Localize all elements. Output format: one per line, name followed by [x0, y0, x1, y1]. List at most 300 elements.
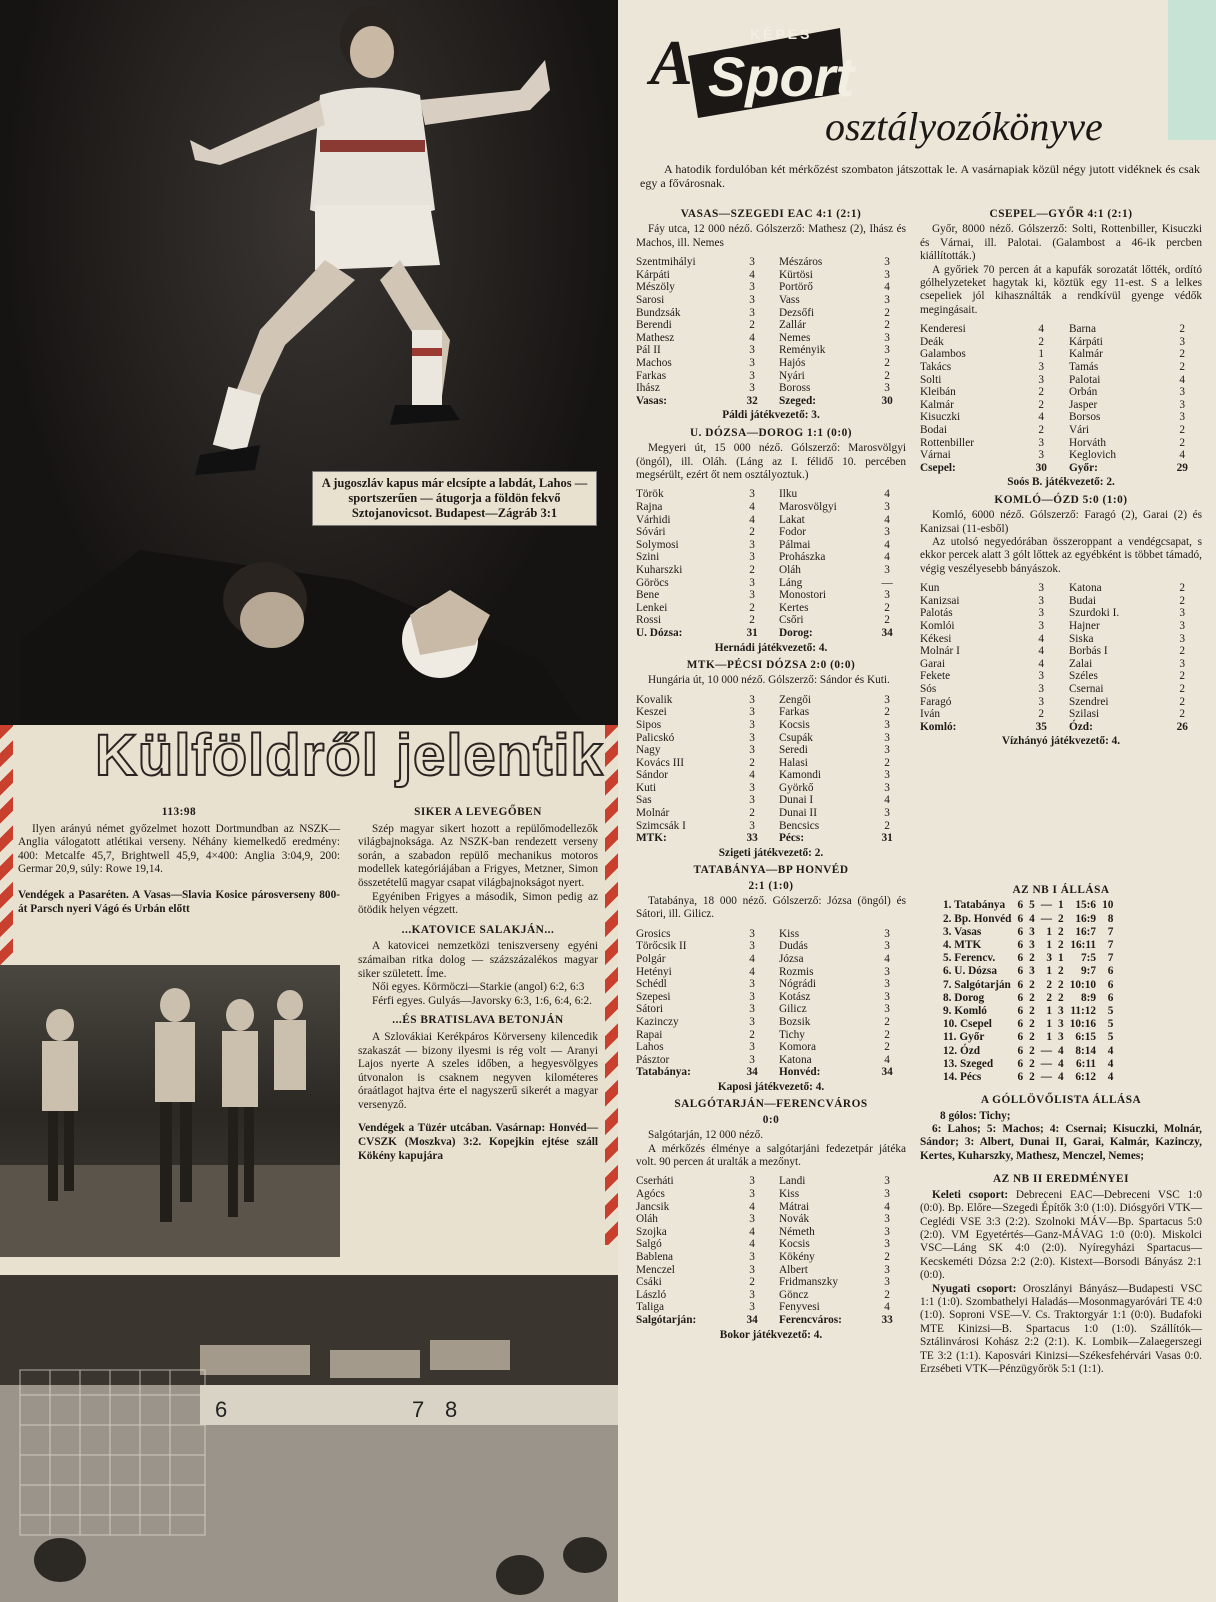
match-title: TATABÁNYA—BP HONVÉD: [693, 864, 849, 877]
player-grade: 2: [1179, 361, 1186, 374]
standings-cell: 2: [1029, 1057, 1035, 1070]
standings-cell: 2: [1058, 912, 1064, 925]
player-grade: 3: [1038, 695, 1045, 708]
standings-cell: 3: [1029, 939, 1035, 952]
item-text-siker-2: Egyéniben Frigyes a második, Simon pedig az ötödik helyen végzett.: [358, 890, 598, 917]
player-grade: 4: [749, 965, 755, 978]
player-grade: 4: [884, 1301, 890, 1314]
player-grade: 3: [884, 1188, 890, 1201]
player-grade: 3: [884, 978, 890, 991]
player-grade: 3: [884, 744, 890, 757]
standings-cell: 2: [1058, 925, 1064, 938]
player-grade: 3: [749, 294, 755, 306]
player-figure-icon: [150, 0, 580, 520]
player-name: Sátori: [636, 1003, 663, 1016]
player-grade: 3: [884, 526, 890, 539]
player-name: Lakat: [779, 513, 805, 526]
player-name: Oláh: [779, 563, 801, 576]
player-grade: 3: [1038, 582, 1045, 595]
player-grade: 2: [749, 756, 755, 769]
scorers-line2: 6: Lahos; 5: Machos; 4: Csernai; Kisuczki, Molnár, Sándor; 3: Albert, Dunai II, Garai, Kalmár, Kazinczy, Kertes, Kuharszky, Mathesz, Menczel, Nemes;: [920, 1123, 1202, 1162]
player-name: Kékesi: [920, 632, 952, 645]
team-total: 26: [1176, 720, 1188, 733]
lineup-total-row: [636, 832, 906, 845]
referee-line: Bokor játékvezető: 4.: [719, 1328, 823, 1341]
player-name: Mátrai: [779, 1200, 810, 1213]
standings-cell: 3: [1058, 1018, 1064, 1031]
player-name: Oláh: [636, 1213, 658, 1226]
match-title: CSEPEL—GYŐR 4:1 (2:1): [989, 208, 1133, 220]
player-name: Zengői: [779, 693, 811, 706]
standings-cell: 2: [1029, 1031, 1035, 1044]
team-total-label: Ferencváros:: [779, 1313, 842, 1326]
player-grade: 3: [1038, 670, 1045, 683]
player-grade: 3: [749, 488, 755, 501]
player-name: Kotász: [779, 990, 811, 1003]
player-name: Jasper: [1069, 398, 1098, 411]
lineup-row: [920, 582, 1202, 595]
player-grade: 3: [884, 589, 890, 602]
lineup-row: [636, 732, 906, 745]
player-grade: 3: [884, 731, 890, 744]
standings-row: [940, 1058, 1116, 1071]
lineup-row: [636, 1003, 906, 1016]
player-grade: 3: [884, 294, 890, 306]
lineup-row: [920, 437, 1202, 450]
standings-cell: 4: [1058, 1071, 1064, 1084]
match-report: Fáy utca, 12 000 néző. Gólszerző: Mathesz (2), Ihász és Machos, ill. Nemes: [636, 223, 906, 249]
player-grade: 3: [884, 1213, 890, 1226]
player-name: Schédl: [636, 978, 667, 991]
matches-right-column: [920, 204, 1202, 753]
player-grade: 2: [749, 614, 755, 627]
photo-waterpolo: [0, 1275, 618, 1602]
standings-cell: —: [1040, 1057, 1053, 1070]
player-name: Machos: [636, 356, 672, 369]
standings-cell: —: [1040, 899, 1053, 912]
player-name: Zallár: [779, 319, 806, 332]
lineup-row: [920, 708, 1202, 721]
standings-cell: 6: [1017, 991, 1024, 1004]
standings-cell: 10: [1102, 899, 1114, 912]
player-grade: 4: [749, 268, 755, 281]
scorers-line1: 8 gólos: Tichy;: [940, 1109, 1011, 1122]
player-name: Portörő: [779, 281, 813, 294]
player-name: Kocsis: [779, 1238, 810, 1251]
player-name: Palotás: [920, 607, 953, 620]
player-grade: 3: [1179, 632, 1186, 645]
lineup-row: [920, 683, 1202, 696]
nb2-east-label: Keleti csoport:: [932, 1188, 1009, 1201]
player-name: Rajna: [636, 500, 663, 513]
player-grade: 2: [884, 1028, 890, 1041]
match-score: 2:1 (1:0): [748, 879, 794, 892]
standings-cell: 7: [1107, 952, 1114, 965]
lineup-row: [636, 1041, 906, 1054]
player-grade: 4: [884, 488, 890, 501]
standings-cell: 6:12: [1075, 1071, 1097, 1084]
player-grade: 3: [884, 1175, 890, 1188]
player-grade: 3: [1179, 398, 1186, 411]
player-grade: 3: [749, 576, 755, 589]
nb2-title: AZ NB II EREDMÉNYEI: [993, 1173, 1129, 1186]
player-name: Göncz: [779, 1288, 809, 1301]
player-grade: 3: [749, 256, 755, 269]
standings-cell: 6:11: [1075, 1057, 1097, 1070]
player-name: Láng: [779, 576, 803, 589]
player-name: Kenderesi: [920, 323, 966, 336]
lineup-row: [636, 820, 906, 833]
player-grade: 3: [1038, 449, 1045, 462]
lineup-row: [636, 782, 906, 795]
standings-row: [940, 899, 1116, 912]
player-name: Solti: [920, 373, 942, 386]
player-name: Vass: [779, 294, 800, 306]
standings-team: 8. Dorog: [943, 991, 985, 1004]
player-name: Hajós: [779, 356, 806, 369]
lineup-row: [920, 607, 1202, 620]
lineup-row: [920, 424, 1202, 437]
standings-cell: 2: [1029, 991, 1035, 1004]
team-total-label: Dorog:: [779, 626, 813, 639]
lineup-row: [636, 344, 906, 357]
player-grade: 2: [1179, 682, 1186, 695]
player-grade: 3: [749, 1003, 755, 1016]
standings-cell: 4: [1107, 1057, 1114, 1070]
lineup-total-row: [920, 721, 1202, 734]
nb2-east-text: Debreceni EAC—Debreceni VSC 1:0 (0:0). Bp. Előre—Szegedi Építők 3:0 (1:0). Diósgyőri VTK—Ceglédi VSE 3:3 (2:2). Szolnoki MÁV—Bp. Spartacus 5:0 (2:0). VM Egyetértés—Ganz-MÁVAG 1:0 (0:0). Miskolci VSC—Láng SK 4:0 (2:0). Nyíregyházi Spartacus—Kecskeméti Dózsa 2:2 (2:0). Kistext—Borsodi Bányász 2:1 (0:0).: [920, 1188, 1202, 1282]
player-grade: 3: [749, 306, 755, 319]
lineup-row: [636, 1301, 906, 1314]
player-grade: 3: [884, 1238, 890, 1251]
player-name: Keszei: [636, 706, 667, 719]
standings-cell: 16:11: [1070, 939, 1097, 952]
team-total: 33: [881, 1313, 893, 1326]
player-name: Komora: [779, 1041, 817, 1054]
lineup-total-row: [920, 462, 1202, 475]
player-name: Vári: [1069, 424, 1090, 436]
player-name: Barna: [1069, 323, 1096, 336]
player-grade: 4: [884, 1200, 890, 1213]
player-grade: 3: [1179, 657, 1186, 670]
player-name: Sós: [920, 682, 937, 695]
standings-cell: 6: [1017, 1018, 1024, 1031]
player-grade: 2: [749, 807, 755, 820]
item-head-113-98: 113:98: [161, 806, 197, 818]
player-name: Bablena: [636, 1251, 674, 1263]
team-total: 30: [1035, 461, 1047, 474]
player-grade: 2: [1038, 335, 1045, 348]
player-name: Dudás: [779, 940, 808, 953]
player-name: Gilicz: [779, 1003, 807, 1016]
match-block: [920, 208, 1202, 490]
lineup-table: [636, 694, 906, 845]
player-name: Solymosi: [636, 538, 679, 551]
player-name: Bencsics: [779, 819, 820, 832]
player-grade: 3: [884, 331, 890, 344]
standings-row: [940, 1031, 1116, 1044]
standings-cell: 5: [1107, 1031, 1114, 1044]
lineup-row: [636, 706, 906, 719]
lineup-table: [920, 582, 1202, 733]
standings-row: [940, 939, 1116, 952]
standings-cell: 2: [1029, 1005, 1035, 1018]
player-grade: 4: [749, 769, 755, 782]
player-name: Mészöly: [636, 281, 675, 294]
lineup-row: [636, 1276, 906, 1289]
lineup-row: [636, 514, 906, 527]
player-grade: 2: [884, 1016, 890, 1029]
player-name: Lahos: [636, 1041, 664, 1054]
referee-line: Páldi játékvezető: 3.: [722, 409, 820, 422]
lineup-row: [636, 1264, 906, 1277]
standings-team: 5. Ferencv.: [943, 952, 996, 965]
lineup-total-row: [636, 627, 906, 640]
player-grade: 3: [884, 965, 890, 978]
player-name: Albert: [779, 1263, 808, 1276]
lineup-row: [636, 281, 906, 294]
lineup-row: [636, 539, 906, 552]
standings-cell: 4: [1058, 1044, 1064, 1057]
lineup-row: [636, 1201, 906, 1214]
player-grade: 4: [884, 551, 890, 564]
lineup-row: [636, 1251, 906, 1264]
player-name: László: [636, 1288, 667, 1301]
player-name: Várhidi: [636, 513, 671, 526]
player-grade: 3: [884, 500, 890, 513]
standings-cell: 3: [1029, 965, 1035, 978]
player-grade: 3: [749, 794, 755, 807]
player-grade: 2: [1179, 695, 1186, 708]
player-grade: 2: [884, 356, 890, 369]
lineup-row: [636, 807, 906, 820]
standings-cell: 3: [1058, 1005, 1064, 1018]
team-total-label: Tatabánya:: [636, 1066, 691, 1079]
player-name: Farkas: [779, 706, 810, 719]
player-name: Csőri: [779, 614, 804, 627]
team-total: 31: [746, 626, 758, 639]
lineup-row: [636, 719, 906, 732]
standings-cell: 6: [1107, 965, 1114, 978]
item-text-katovice-3: Férfi egyes. Gulyás—Javorsky 6:3, 1:6, 6:4, 6:2.: [372, 994, 592, 1007]
player-name: Budai: [1069, 594, 1096, 607]
player-grade: 3: [749, 281, 755, 294]
referee-line: Kaposi játékvezető: 4.: [717, 1081, 825, 1093]
standings-cell: 10:16: [1069, 1018, 1097, 1031]
player-grade: 3: [884, 563, 890, 576]
standings-cell: 6: [1017, 912, 1024, 925]
standings-row: [940, 1005, 1116, 1018]
match-title: U. DÓZSA—DOROG 1:1 (0:0): [690, 426, 852, 439]
standings-cell: 6: [1107, 978, 1114, 991]
player-grade: 3: [749, 1288, 755, 1301]
kepes-sport-logo: [640, 8, 1160, 163]
standings-cell: 6: [1017, 952, 1024, 965]
player-name: Molnár I: [920, 645, 960, 658]
player-grade: 2: [1179, 594, 1186, 607]
item-text-katovice-2: Női egyes. Körmöczi—Starkie (angol) 6:2, 6:3: [372, 981, 585, 994]
player-name: Takács: [920, 361, 952, 374]
photo-caption-tuzer: Vendégek a Tüzér utcában. Vasárnap: Honvéd—CVSZK (Moszkva) 3:2. Kopejkin ejtése száll Kökény kapujára: [358, 1122, 598, 1162]
waterpolo-figure-icon: [0, 1275, 618, 1602]
player-grade: 3: [1179, 607, 1186, 620]
lineup-row: [636, 357, 906, 370]
player-grade: 3: [884, 807, 890, 820]
photo-caption: A jugoszláv kapus már elcsípte a labdát, Lahos — sportszerűen — átugorja a földön fekvő Sztojanovicsot. Budapest—Zágráb 3:1: [312, 471, 597, 526]
player-name: Göröcs: [636, 576, 669, 589]
team-total-label: Salgótarján:: [636, 1313, 697, 1326]
item-text-katovice-1: A katovicei nemzetközi teniszverseny egyéni számaiban ritka dolog — százszázalékos magyar siker született. Íme.: [358, 940, 598, 980]
player-name: Pál II: [636, 344, 661, 357]
player-grade: 3: [884, 990, 890, 1003]
standings-team: 3. Vasas: [943, 925, 982, 938]
player-grade: 2: [1179, 670, 1186, 683]
lineup-row: [920, 323, 1202, 336]
referee-line: Vízhányó játékvezető: 4.: [1001, 735, 1121, 748]
match-report: Az utolsó negyedórában összeroppant a vendégcsapat, s ekkor percek alatt 3 gólt lőttek az egyébként is többet támadó, végig veszélyesebb bányászok.: [920, 536, 1202, 575]
standings-title: AZ NB I ÁLLÁSA: [1012, 884, 1110, 896]
player-grade: 2: [1038, 424, 1045, 436]
standings-cell: 7:5: [1081, 952, 1097, 965]
player-grade: 3: [749, 1175, 755, 1188]
lane-number-7: 7: [412, 1397, 425, 1422]
lineup-row: [636, 953, 906, 966]
player-name: Györkő: [779, 781, 814, 794]
lineup-row: [636, 269, 906, 282]
player-grade: 3: [749, 356, 755, 369]
player-grade: 3: [749, 382, 755, 395]
item-head-siker: SIKER A LEVEGŐBEN: [414, 806, 542, 818]
photo-goalkeeper-jump: [0, 0, 618, 725]
standings-cell: 5: [1107, 1018, 1114, 1031]
standings-cell: 2: [1046, 978, 1053, 991]
player-grade: 3: [749, 369, 755, 382]
lineup-row: [636, 1054, 906, 1067]
player-name: Orbán: [1069, 386, 1098, 399]
standings-cell: 1: [1058, 899, 1064, 912]
standings-cell: 1: [1046, 1031, 1053, 1044]
standings-row: [940, 1018, 1116, 1031]
player-name: Bodai: [920, 424, 947, 436]
team-total: 34: [746, 1066, 758, 1079]
standings-cell: —: [1040, 1071, 1053, 1084]
lineup-row: [636, 577, 906, 590]
standings-cell: 2: [1058, 991, 1064, 1004]
standings-team: 13. Szeged: [943, 1057, 994, 1070]
player-name: Taliga: [636, 1301, 665, 1314]
player-name: Katona: [1069, 582, 1102, 595]
player-name: Bundzsák: [636, 306, 681, 319]
lineup-table: [636, 256, 906, 407]
player-name: Farkas: [636, 369, 667, 382]
player-grade: 2: [1179, 436, 1186, 449]
player-name: Monostori: [779, 589, 827, 602]
player-name: Kárpáti: [1069, 335, 1103, 348]
player-grade: 3: [884, 781, 890, 794]
lineup-row: [920, 348, 1202, 361]
standings-cell: 6: [1017, 1044, 1024, 1057]
player-name: Garai: [920, 657, 946, 670]
team-total-label: U. Dózsa:: [636, 626, 683, 639]
lineup-row: [920, 633, 1202, 646]
lineup-total-row: [636, 395, 906, 408]
player-grade: 2: [1179, 708, 1186, 721]
player-name: Salgó: [636, 1238, 662, 1251]
standings-row: [940, 979, 1116, 992]
player-grade: 2: [749, 1028, 755, 1041]
player-name: Kamondi: [779, 769, 822, 782]
item-text-atletika: Ilyen arányú német győzelmet hozott Dortmundban az NSZK—Anglia válogatott atlétikai verseny. Néhány kiemelkedő eredmény: 400: Metcalfe 45,7, Brightwell 45,9, 4×400: Anglia 3:04,9, 200: Germar 20,9, súly: Rowe 19,14.: [18, 822, 340, 876]
player-grade: 2: [749, 601, 755, 614]
team-total-label: MTK:: [636, 832, 667, 845]
referee-line: Szigeti játékvezető: 2.: [718, 846, 824, 859]
player-grade: 3: [1038, 436, 1045, 449]
player-grade: 3: [884, 1003, 890, 1016]
standings-cell: 4: [1107, 1071, 1114, 1084]
standings-cell: —: [1040, 1044, 1053, 1057]
logo-a: A: [650, 27, 693, 98]
lineup-row: [920, 696, 1202, 709]
player-name: Tichy: [779, 1028, 805, 1041]
player-name: Rottenbiller: [920, 436, 974, 449]
logo-sport: Sport: [708, 45, 855, 108]
player-grade: 3: [1179, 335, 1186, 348]
lineup-row: [920, 361, 1202, 374]
player-grade: 3: [749, 940, 755, 953]
lineup-row: [920, 386, 1202, 399]
lineup-row: [920, 336, 1202, 349]
player-name: Katona: [779, 1053, 812, 1066]
lineup-row: [636, 589, 906, 602]
player-name: Sas: [636, 794, 652, 807]
player-grade: 4: [749, 513, 755, 526]
player-name: Kanizsai: [920, 594, 960, 607]
player-name: Mészáros: [779, 256, 823, 269]
player-grade: 2: [749, 319, 755, 332]
standings-cell: 1: [1046, 1005, 1053, 1018]
player-grade: 3: [884, 344, 890, 357]
player-name: Kovalik: [636, 693, 673, 706]
player-name: Palicskó: [636, 731, 675, 744]
match-report: Megyeri út, 15 000 néző. Gólszerző: Marosvölgyi (öngól), ill. Oláh. (Láng az I. félidő 10. percében megsérült, ezért őt nem osztályoztuk.): [636, 442, 906, 481]
player-name: Szojka: [636, 1225, 667, 1238]
match-report: Hungária út, 10 000 néző. Gólszerző: Sándor és Kuti.: [648, 674, 890, 687]
team-total: 33: [746, 832, 758, 845]
lineup-row: [636, 501, 906, 514]
player-name: Pálmai: [779, 538, 811, 551]
player-grade: 2: [884, 706, 890, 719]
standings-team: 10. Csepel: [943, 1018, 992, 1031]
player-name: Jancsik: [636, 1200, 670, 1213]
standings-row: [940, 1045, 1116, 1058]
player-grade: 4: [749, 331, 755, 344]
team-total: 32: [746, 394, 758, 407]
player-name: Menczel: [636, 1263, 675, 1276]
lineup-row: [920, 645, 1202, 658]
player-grade: 3: [1179, 386, 1186, 399]
player-name: Horváth: [1069, 436, 1107, 449]
team-total: 35: [1035, 720, 1047, 733]
standings-table: [940, 899, 1116, 1084]
player-grade: 3: [1038, 373, 1045, 386]
team-total-label: Ózd:: [1069, 720, 1093, 733]
player-name: Seredi: [779, 744, 808, 757]
section-title-kulfoldrol: Külföldről jelentik: [95, 723, 604, 788]
player-name: Szurdoki I.: [1069, 607, 1120, 620]
player-name: Boross: [779, 382, 811, 395]
standings-cell: 6: [1017, 939, 1024, 952]
player-grade: 2: [884, 369, 890, 382]
